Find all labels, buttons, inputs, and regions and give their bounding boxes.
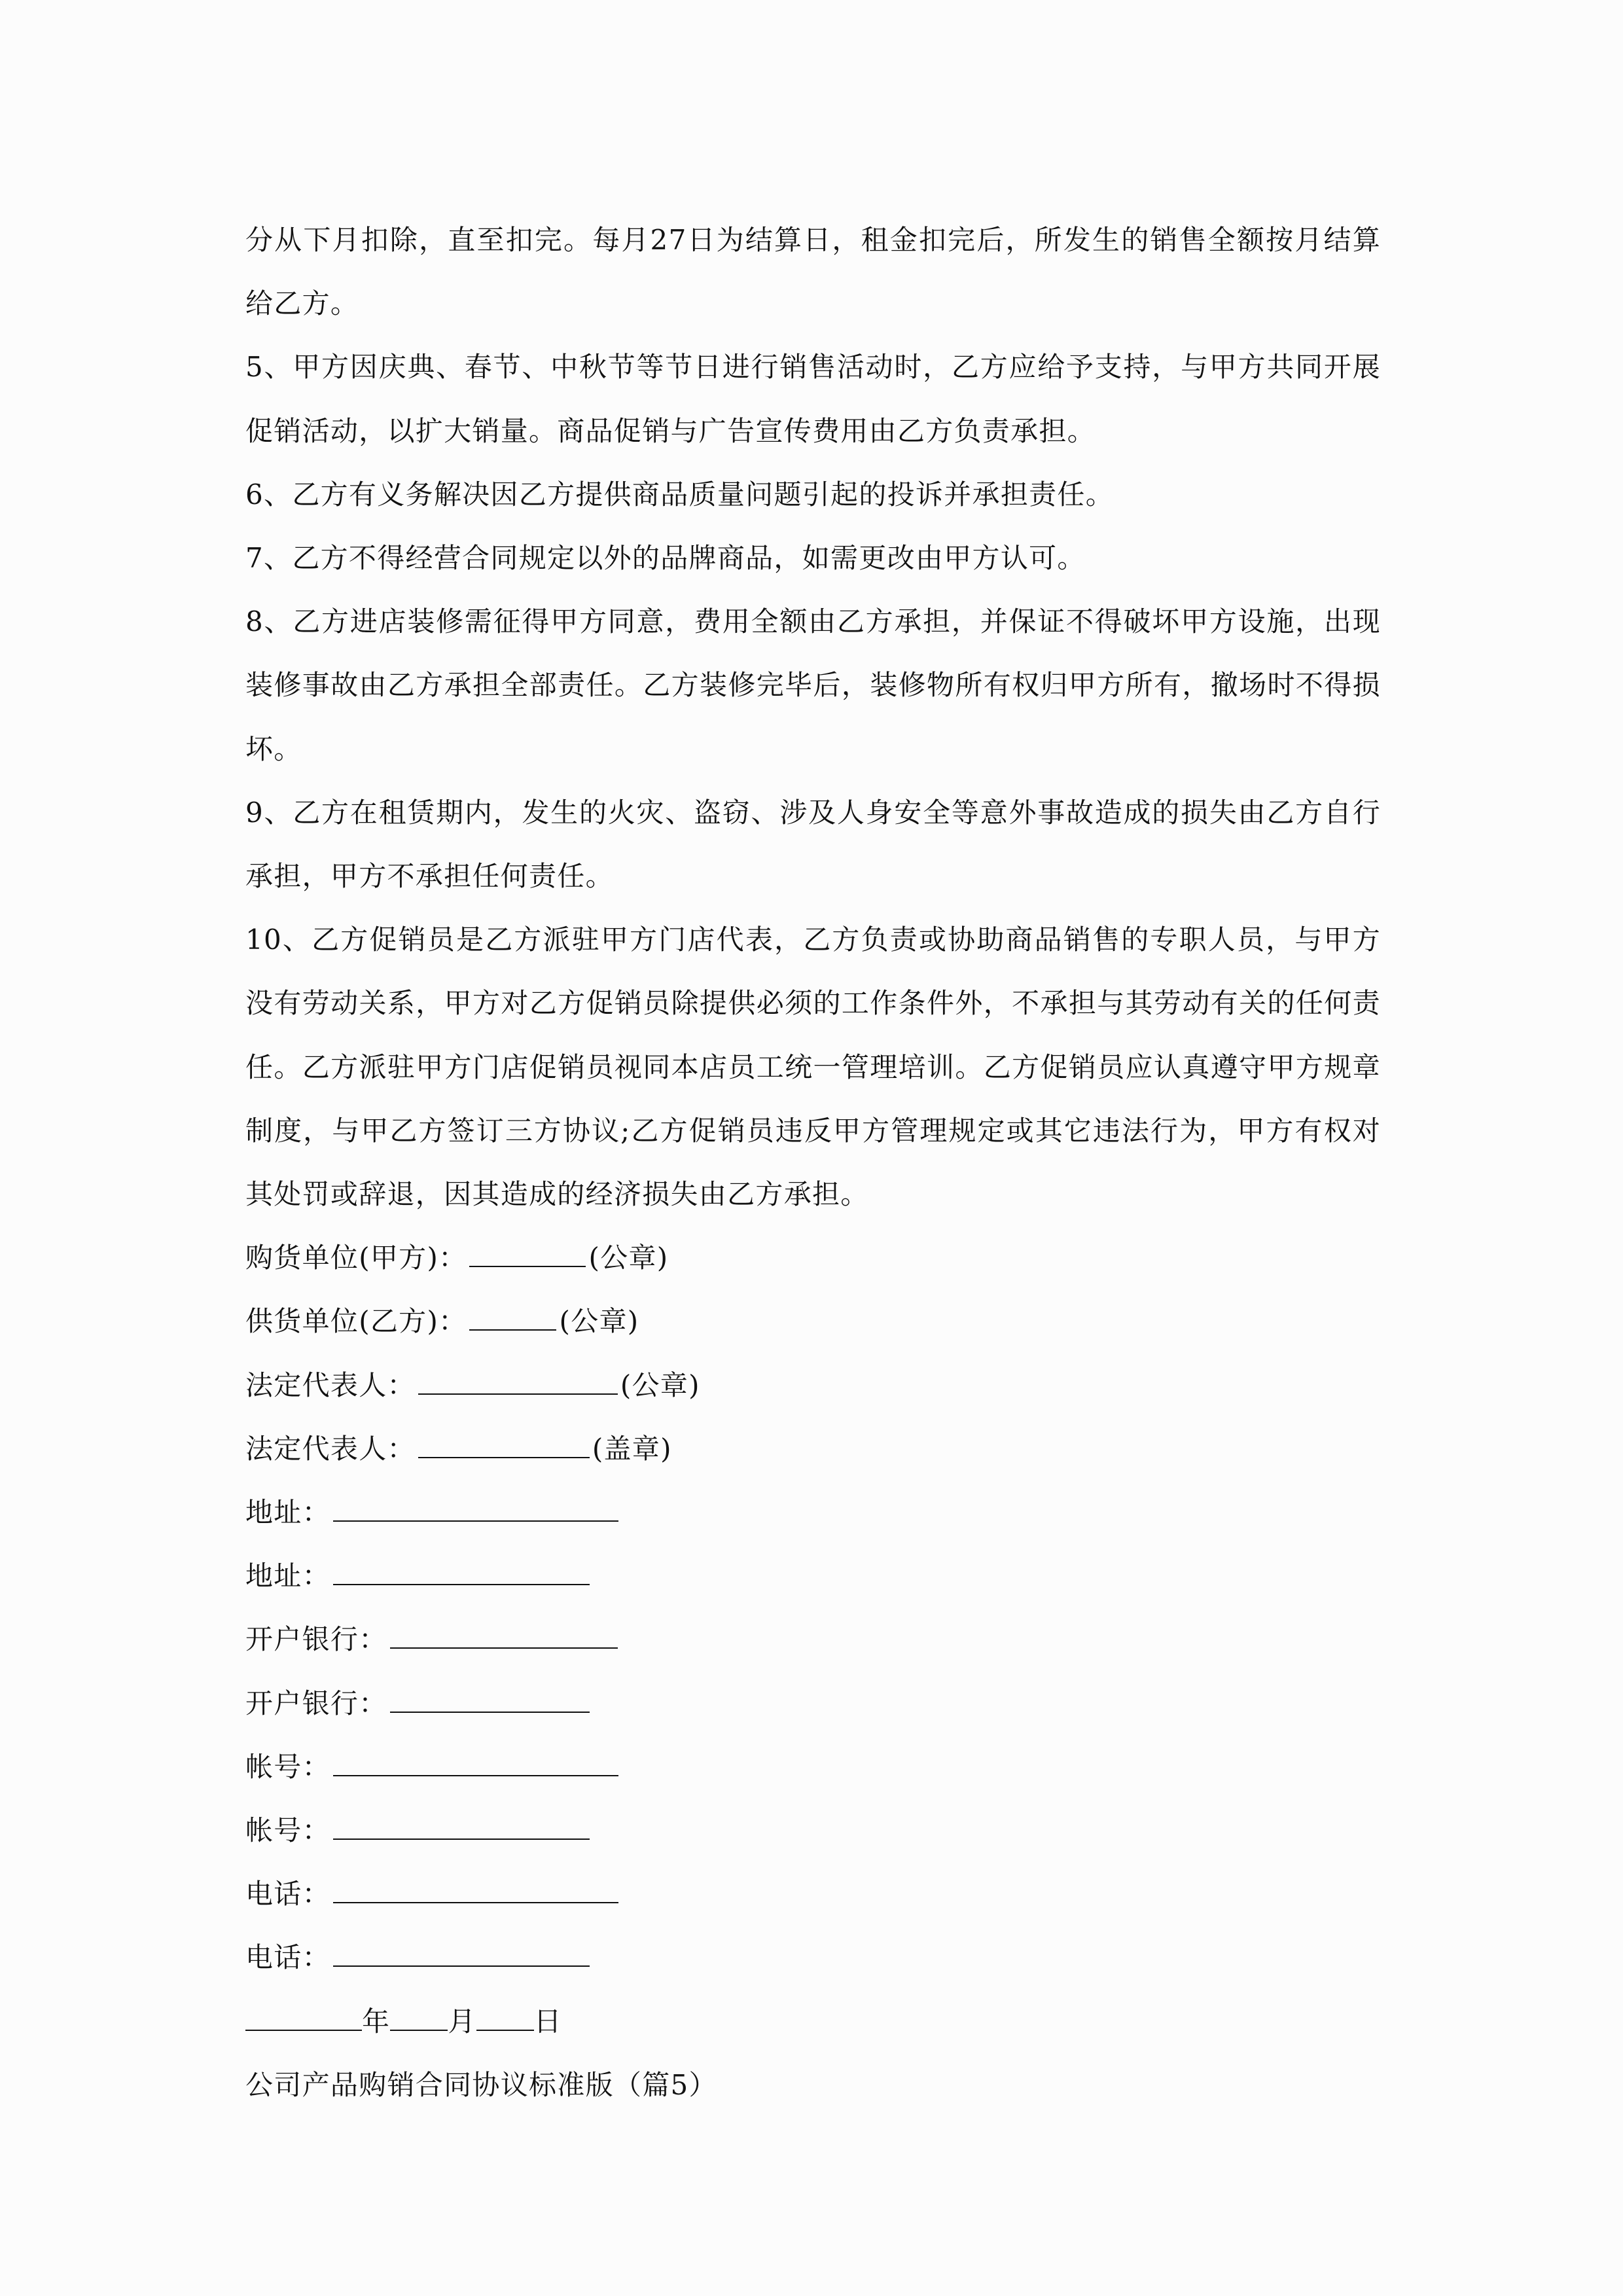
supplier-unit-blank[interactable]: [469, 1306, 556, 1331]
year-blank[interactable]: [245, 2006, 362, 2031]
account-blank-1[interactable]: [333, 1751, 618, 1776]
day-label: 日: [533, 2005, 562, 2037]
buyer-unit-seal: (公章): [588, 1242, 669, 1274]
clause-7: 7、乙方不得经营合同规定以外的品牌商品，如需更改由甲方认可。: [245, 542, 1086, 575]
legal-rep-blank-2[interactable]: [418, 1433, 590, 1458]
account-label-1: 帐号：: [245, 1750, 330, 1783]
paragraph-continuation: 分从下月扣除，直至扣完。每月27日为结算日，租金扣完后，所发生的销售全额按月结算给乙方。: [245, 224, 1381, 320]
bank-row-1: [245, 1607, 1381, 1671]
clause-8: 8、乙方进店装修需征得甲方同意，费用全额由乙方承担，并保证不得破坏甲方设施，出现装修事故由乙方承担全部责任。乙方装修完毕后，装修物所有权归甲方所有，撤场时不得损坏。: [245, 605, 1381, 765]
legal-rep-label-2: 法定代表人：: [245, 1432, 416, 1465]
buyer-unit-row: [245, 1226, 1381, 1289]
day-blank[interactable]: [476, 2006, 534, 2031]
legal-rep-blank-1[interactable]: [418, 1370, 618, 1395]
clause-6: 6、乙方有义务解决因乙方提供商品质量问题引起的投诉并承担责任。: [245, 478, 1115, 511]
account-label-2: 帐号：: [245, 1814, 330, 1846]
document-body: [245, 208, 1381, 2117]
legal-rep-seal-1: (公章): [620, 1369, 700, 1401]
month-blank[interactable]: [390, 2006, 448, 2031]
legal-rep-label-1: 法定代表人：: [245, 1369, 416, 1401]
phone-row-1: [245, 1862, 1381, 1926]
bank-label-1: 开户银行：: [245, 1623, 387, 1656]
supplier-unit-seal: (公章): [559, 1305, 639, 1338]
phone-blank-2[interactable]: [333, 1942, 590, 1967]
bank-blank-1[interactable]: [390, 1624, 618, 1649]
address-label-1: 地址：: [245, 1496, 330, 1528]
clause-5: 5、甲方因庆典、春节、中秋节等节日进行销售活动时，乙方应给予支持，与甲方共同开展促销活动，以扩大销量。商品促销与广告宣传费用由乙方负责承担。: [245, 351, 1381, 447]
phone-row-2: [245, 1926, 1381, 1989]
address-label-2: 地址：: [245, 1560, 330, 1592]
address-blank-2[interactable]: [333, 1560, 590, 1585]
legal-rep-row-2: [245, 1417, 1381, 1480]
supplier-unit-label: 供货单位(乙方)：: [245, 1305, 467, 1338]
account-row-1: [245, 1735, 1381, 1799]
buyer-unit-blank[interactable]: [469, 1242, 586, 1267]
account-row-2: [245, 1799, 1381, 1862]
date-row: [245, 1990, 1381, 2053]
phone-label-2: 电话：: [245, 1941, 330, 1974]
legal-rep-row-1: [245, 1354, 1381, 1417]
buyer-unit-label: 购货单位(甲方)：: [245, 1242, 467, 1274]
month-label: 月: [448, 2005, 476, 2037]
clause-10: 10、乙方促销员是乙方派驻甲方门店代表，乙方负责或协助商品销售的专职人员，与甲方没有劳动关系，甲方对乙方促销员除提供必须的工作条件外，不承担与其劳动有关的任何责任。乙方派驻甲方门店促销员视同本店员工统一管理培训。乙方促销员应认真遵守甲方规章制度，与甲乙方签订三方协议;乙方促销员违反甲方管理规定或其它违法行为，甲方有权对其处罚或辞退，因其造成的经济损失由乙方承担。: [245, 924, 1381, 1211]
account-blank-2[interactable]: [333, 1815, 590, 1840]
year-label: 年: [362, 2005, 391, 2037]
legal-rep-seal-2: (盖章): [592, 1432, 672, 1465]
supplier-unit-row: [245, 1289, 1381, 1353]
bank-label-2: 开户银行：: [245, 1687, 387, 1719]
address-blank-1[interactable]: [333, 1497, 618, 1522]
address-row-1: [245, 1480, 1381, 1544]
address-row-2: [245, 1544, 1381, 1607]
bank-row-2: [245, 1672, 1381, 1735]
bank-blank-2[interactable]: [390, 1688, 590, 1713]
phone-blank-1[interactable]: [333, 1878, 618, 1903]
phone-label-1: 电话：: [245, 1878, 330, 1910]
clause-9: 9、乙方在租赁期内，发生的火灾、盗窃、涉及人身安全等意外事故造成的损失由乙方自行承担，甲方不承担任何责任。: [245, 796, 1381, 893]
next-contract-title: 公司产品购销合同协议标准版（篇5）: [245, 2068, 717, 2101]
